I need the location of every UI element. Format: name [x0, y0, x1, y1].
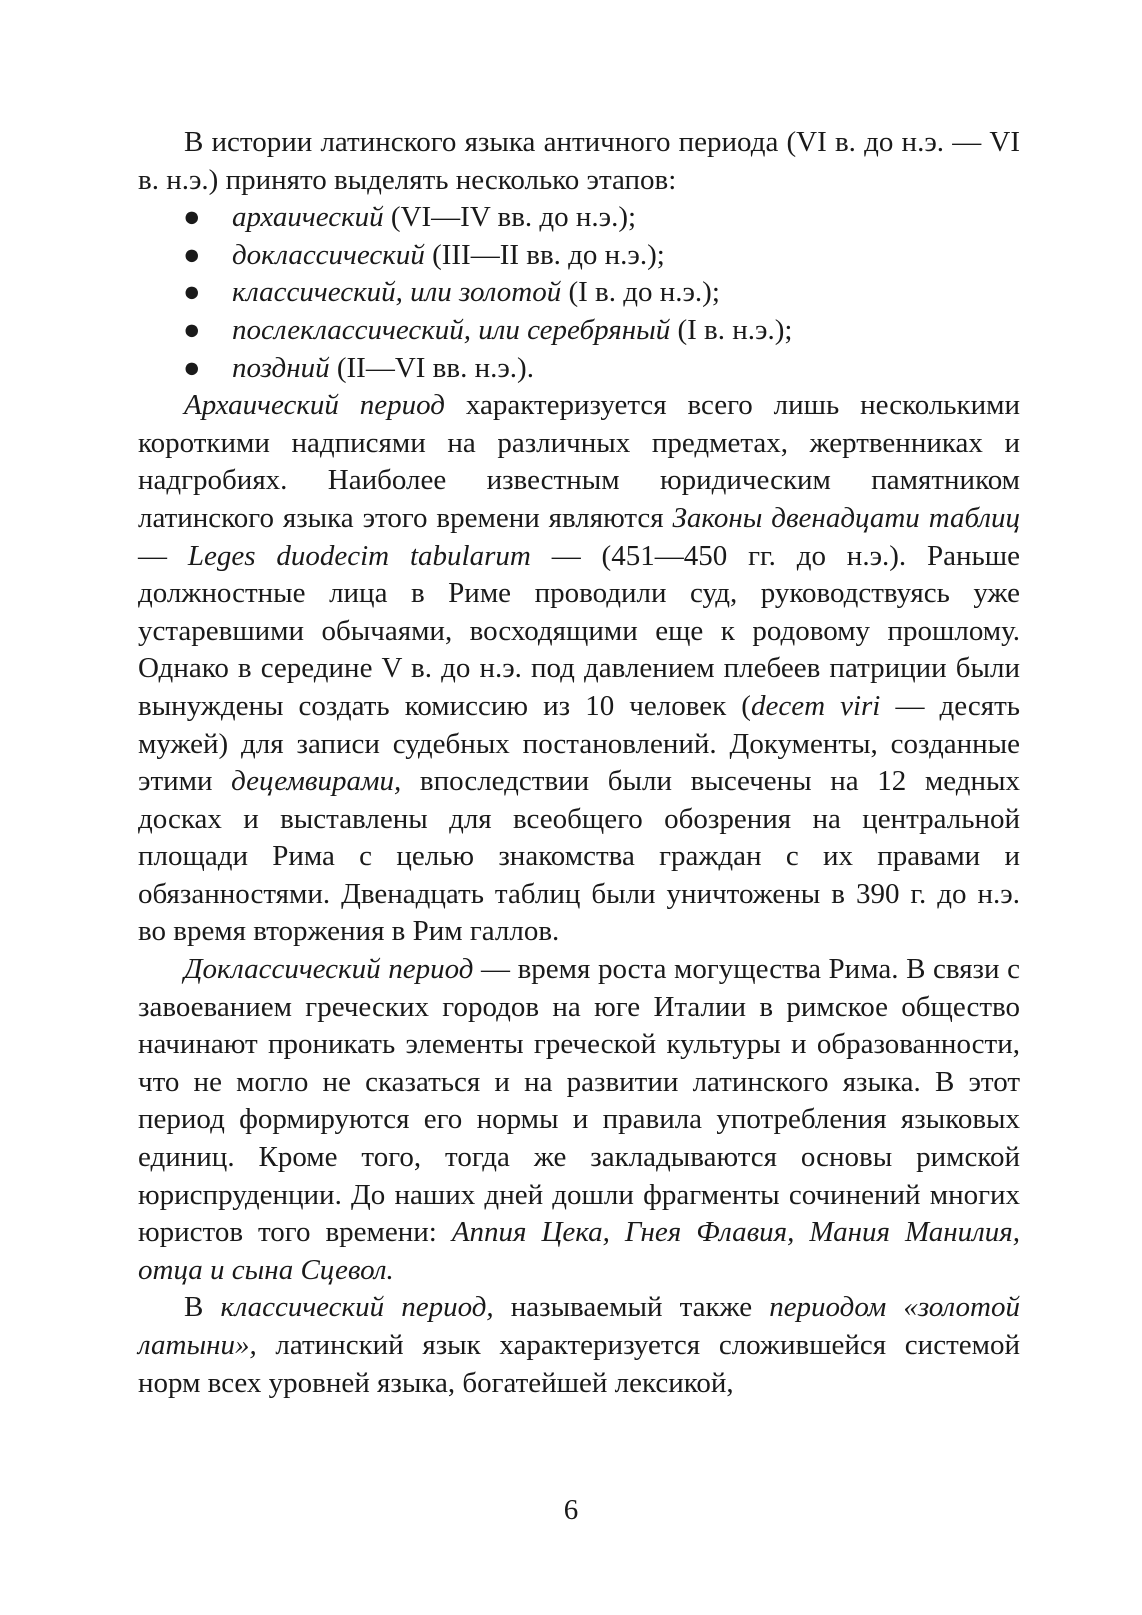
latin-term: decem viri [750, 689, 881, 722]
period-range: (VI—IV вв. до н.э.); [383, 201, 637, 234]
period-range: (I в. до н.э.); [561, 276, 720, 309]
jurists-names: Аппия Цека, Гнея Флавия, Мания Манилия, отца и сына Сцевол. [138, 1216, 1020, 1286]
period-range: (II—VI вв. н.э.). [329, 351, 534, 384]
paragraph-text: латинский язык характеризуется сложившейся системой норм всех уровней языка, богатейшей лексикой, [138, 1329, 1020, 1399]
laws-title-la: Leges duodecim tabularum [187, 539, 531, 572]
classical-paragraph [138, 1289, 1020, 1402]
preclassical-term: Доклассический период [184, 953, 474, 986]
periods-list [138, 199, 1020, 387]
bullet-icon: ● [183, 351, 201, 384]
paragraph-text: называемый также [493, 1291, 770, 1324]
paragraph-text: — время роста могущества Рима. В связи с завоеванием греческих городов на юге Италии в римское общество начинают проникать элементы греческой культуры и образованности, что не могло не сказаться и на развитии латинского языка. В этот период формируются его нормы и правила употребления языковых единиц. Кроме того, тогда же закладываются основы римской юриспруденции. До наших дней дошли фрагменты сочинений многих юристов того времени: [138, 953, 1021, 1249]
list-item [138, 312, 1020, 350]
period-range: (III—II вв. до н.э.); [424, 238, 665, 271]
intro-paragraph [138, 124, 1020, 199]
paragraph-text: характеризуется всего лишь несколькими короткими надписями на различных предметах, жертвенниках и надгробиях. Наиболее известным юридическим памятником латинского языка этого времени являются [138, 389, 1020, 534]
body-text [138, 124, 1020, 1402]
list-item [138, 274, 1020, 312]
decemviri-term: децемвирами, [231, 765, 402, 798]
archaic-paragraph [138, 387, 1020, 951]
classical-term: классический период, [220, 1291, 494, 1324]
bullet-icon: ● [183, 276, 201, 309]
list-item [138, 199, 1020, 237]
period-name: послеклассический, или серебряный [232, 313, 671, 346]
period-name: классический, или золотой [232, 276, 562, 309]
paragraph-text: В [184, 1291, 221, 1324]
period-name: доклассический [232, 238, 425, 271]
golden-latin-term: периодом «золотой латыни», [138, 1291, 1021, 1361]
paragraph-text: — [138, 539, 188, 572]
archaic-term: Архаический период [184, 389, 445, 422]
bullet-icon: ● [183, 313, 201, 346]
period-range: (I в. н.э.); [670, 313, 793, 346]
page-number: 6 [563, 1494, 579, 1526]
period-name: поздний [232, 351, 330, 384]
laws-title-ru: Законы двенадцати таблиц [672, 501, 1021, 534]
list-item [138, 237, 1020, 275]
period-name: архаический [232, 201, 384, 234]
bullet-icon: ● [183, 201, 201, 234]
paragraph-text: — десять мужей) для записи судебных постановлений. Документы, созданные этими [138, 689, 1020, 798]
list-item [138, 350, 1020, 388]
paragraph-text: впоследствии были высечены на 12 медных досках и выставлены для всеобщего обозрения на центральной площади Рима с целью знакомства граждан с их правами и обязанностями. Двенадцать таблиц были уничтожены в 390 г. до н.э. во время вторжения в Рим галлов. [138, 765, 1020, 948]
preclassical-paragraph [138, 951, 1020, 1289]
intro-text: В истории латинского языка античного периода (VI в. до н.э. — VI в. н.э.) принято выделять несколько этапов: [138, 126, 1020, 196]
paragraph-text: — (451—450 гг. до н.э.). Раньше должностные лица в Риме проводили суд, руководствуясь уже устаревшими обычаями, восходящими еще к родовому прошлому. Однако в середине V в. до н.э. под давлением плебеев патриции были вынуждены создать комиссию из 10 человек ( [138, 539, 1020, 722]
bullet-icon: ● [183, 238, 201, 271]
